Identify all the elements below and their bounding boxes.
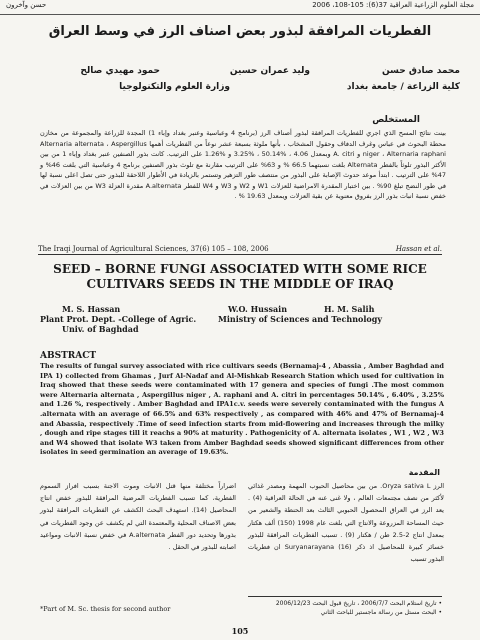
footnote-rule [248, 596, 442, 597]
footnote-thesis-english: *Part of M. Sc. thesis for second author [40, 605, 171, 613]
header-left: حسن وآخرون [6, 1, 47, 9]
english-abstract-heading: ABSTRACT [40, 351, 97, 361]
introduction-heading: المقدمة [408, 468, 440, 477]
arabic-author-1: محمد صادق حسن [381, 66, 460, 76]
english-title-line-2: CULTIVARS SEEDS IN THE MIDDLE OF IRAQ [86, 277, 394, 291]
introduction-left-column: اضراراً مختلفة منها قتل الانبات وموت الاجنة بسبب افراز السموم الفطرية، كما تسبب الفطريات المرضية المرافقة للبذور خفض انتاج المحاصيل (14). استهدف البحث الكشف عن الفطريات المرافقة لبذور بعض الاصناف المحلية والمعتمدة التي لم يكشف عن وجود الفطريات في بذورها وتحديد دور الفطر A.alternata في خفض نسبة الانبات ومواعيد اصابته للبذور في الحقل . [40, 482, 236, 552]
english-author-2: W.O. Hussain [228, 304, 288, 314]
journal-citation: The Iraqi Journal of Agricultural Sciences, 37(6) 105 – 108, 2006 [38, 245, 269, 253]
arabic-abstract: بينت نتائج المسح الذي اجري للفطريات المرافقة لبذور أصناف الرز (برنامج 4 وعباسية وعنبر بغداد وإباء 1) المجدة للزراعة والمجموعة من مخازن محطة البحوث في عباس وغرف الدفاف وحقول المشخاب ، بأنها ملوثة بسبعة عشر نوعاً من الفطريات أهمها Alternaria alternata ، Aspergillus niger ، Alternaria raphani و A. citri وبمعدل 4.06 ، %50.14 ، %3.25 و %1.26 على الترتيب. كانت بذور الصنفين عنبر بغداد وإباء 1 من بين الأكثر البذور تلوثاً بالفطر Alternata بلغت نسبتهما 66.5 % و 63% على الترتيب مقارنة مع تلوث بذور الصنفين برنامج 4 وعباسية التي بلغت 46% و 47% على الترتيب . ابتدأ موعد حدوث الإصابة على البذور من منتصف طور التزهير وتستمر بالزيادة في الأطوار اللاحقة للبذور حتى تصل اعلى نسبة لها في طور النضج تبلغ 90% . بين اختبار المقدرة الامراضية للعزلات W1 و W2 و W3 و W4 للفطر A.alternata مقدرة العزلة W3 من بين العزلات في خفض نسبة انبات بذور الرز بفروق معنوية عن بقية العزلات ويمعدل 19.63 % . [40, 129, 446, 200]
english-author-1-affiliation: Plant Prot. Dept. -College of Agric. [40, 314, 197, 324]
arabic-author-3: حمود مهيدي صالح [80, 66, 160, 76]
arabic-title: الفطريات المرافقة لبذور بعض اصناف الرز في وسط العراق [48, 24, 432, 39]
english-author-1-university: Univ. of Baghdad [62, 324, 139, 334]
arabic-affiliation-1: كلية الزراعة / جامعة بغداد [346, 82, 460, 92]
running-header [0, 0, 480, 15]
introduction-right-column: الرز Oryza sativa L. من بين محاصيل الحبوب المهمة ومصدر غذائي لأكثر من نصف مجتمعات العالم ، ولا غنى عنه في الحالة العراقية (4) . يعد الرز في العراق المحصول الحبوبي الثالث بعد الحنطة والشعير من حيث المساحة المزروعة والانتاج التي بلغت عام 1998 (150) ألف هكتار بمعدل انتاج 2-2.5 طن / هكتار (9) . تسبب الفطريات المرافقة للبذور خسائر كبيرة للمحاصيل اذ ذكر Suryanarayana (16) ان فطريات البذور تسبب [248, 482, 444, 564]
page-number: 105 [231, 626, 249, 636]
english-author-2-affiliation: Ministry of Sciences and Technology [218, 314, 382, 324]
arabic-abstract-heading: المستخلص [372, 115, 420, 125]
english-title [40, 262, 440, 292]
english-title-line-1: SEED – BORNE FUNGI ASSOCIATED WITH SOME RICE [53, 262, 427, 276]
english-author-1: M. S. Hassan [62, 304, 121, 314]
english-author-3: H. M. Salih [324, 304, 375, 314]
footnote-thesis-arabic: • البحث مستل من رسالة ماجستير للباحث الثاني [320, 609, 442, 616]
footnote-dates: • تاريخ استلام البحث 2006/7/7 ، تاريخ قبول البحث 2006/12/23 [275, 600, 442, 607]
journal-citation-line [38, 245, 442, 255]
english-abstract: The results of fungal survey associated with rice cultivars seeds (Bernamaj-4 , Abassia , Amber Baghdad and IPA 1) collected from Ghamas , Jurf Al-Nadaf and Al-Mishkab Research Station which used for cultivation in Iraq showed that these seeds were contaminated with 17 genera and species of fungi .The most common were Alternaria alternata , Aspergillus niger , A. raphani and A. citri in percentages 50.14% , 6.40% , 3.25% and 1.26 %, respectively . Amber Baghdad and IPA1c.v. seeds were severely contaminated with the fungus A .alternata with an average of 66.5% and 63% respectively , as compared with 46% and 47% of Bernamaj-4 and Abassia, respectively .Time of seed infection starts from mid-flowering and increases through the milky , dough and ripe stages till it reachs a 90% at maturity . Pathogenicity of A. alternata isolates , W1 , W2 , W3 and W4 showed that isolate W3 taken from Amber Baghdad seeds showed significant differences from other isolates in seed germination an average of 19.63%. [40, 362, 444, 457]
arabic-affiliation-2: وزارة العلوم والتكنولوجيا [119, 82, 230, 92]
arabic-footnotes [248, 599, 442, 617]
arabic-author-2: وليد عمران حسين [229, 66, 310, 76]
header-right: مجلة العلوم الزراعية العراقية 37(6): 105-108، 2006 [312, 1, 474, 9]
journal-running-author: Hassan et al. [395, 245, 442, 253]
